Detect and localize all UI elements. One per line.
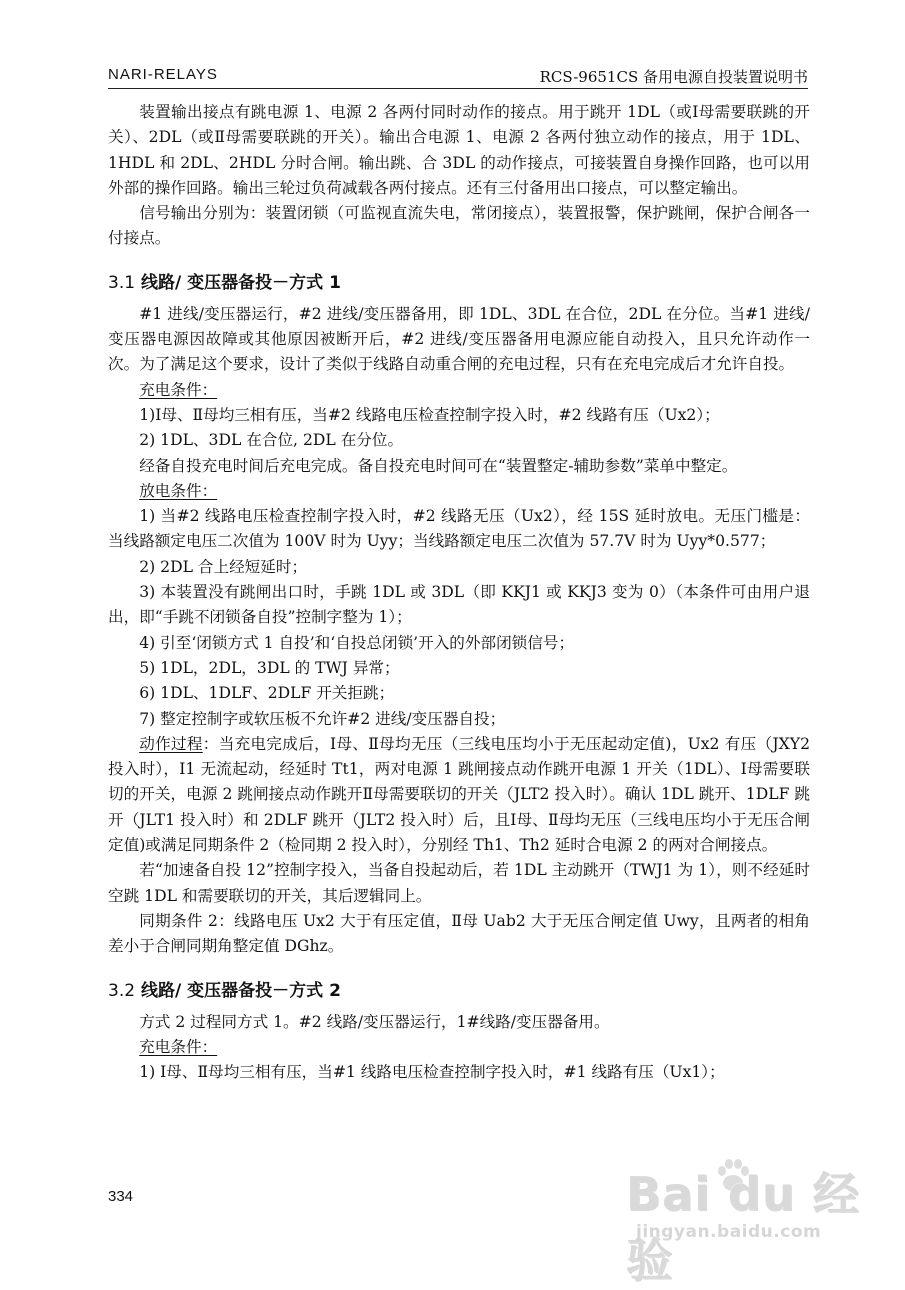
charge-note: 经备自投充电时间后充电完成。备自投充电时间可在“装置整定-辅助参数”菜单中整定。 [139, 456, 738, 475]
section-number: 3.1 [108, 272, 136, 293]
section2-charge-label: 充电条件： [139, 1037, 218, 1056]
charge-conditions-label: 充电条件： [139, 380, 218, 399]
section1-paragraph: #1 进线/变压器运行，#2 进线/变压器备用，即 1DL、3DL 在合位，2DL 在分位。当#1 进线/变压器电源因故障或其他原因被断开后，#2 进线/变压器备用电源应能自动投入，且只允许动作一次。为了满足这个要求，设计了类似于线路自动重合闸的充电过程，只有在充电完成后才允许自投。 [108, 304, 810, 374]
charge-item-1: 1)Ⅰ母、Ⅱ母均三相有压，当#2 线路电压检查控制字投入时，#2 线路有压（Ux2）； [139, 405, 720, 424]
action-process-text: ：当充电完成后，Ⅰ母、Ⅱ母均无压（三线电压均小于无压起动定值)，Ux2 有压（JXY2 投入时），I1 无流起动，经延时 Tt1，两对电源 1 跳闸接点动作跳开电源 1 开关（1DL）、Ⅰ母需要联切的开关，电源 2 跳闸接点动作跳开Ⅱ母需要联切的开关（JLT2 投入时）。确认 1DL 跳开、1DLF 跳开（JLT1 投入时）和 2DLF 跳开（JLT2 投入时）后，且Ⅰ母、Ⅱ母均无压（三线电压均小于无压合闸定值)或满足同期条件 2（检同期 2 投入时），分别经 Th1、Th2 延时合电源 2 的两对合闸接点。 [108, 734, 810, 855]
page-body [108, 100, 810, 1085]
discharge-item-5: 5) 1DL，2DL，3DL 的 TWJ 异常； [139, 658, 400, 677]
discharge-item-4: 4) 引至‘闭锁方式 1 自投’和‘自投总闭锁’开入的外部闭锁信号； [139, 633, 575, 652]
watermark-logo: Bai du 经验 [626, 1167, 860, 1287]
discharge-item-3: 3) 本装置没有跳闸出口时，手跳 1DL 或 3DL（即 KKJ1 或 KKJ3 变为 0）（本条件可由用户退出，即“手跳不闭锁备自投”控制字整为 1）； [108, 583, 810, 627]
discharge-item-7: 7) 整定控制字或软压板不允许#2 进线/变压器自投； [139, 709, 506, 728]
section-heading-3-2 [108, 978, 810, 1004]
discharge-item-6: 6) 1DL、1DLF、2DLF 开关拒跳； [139, 684, 395, 703]
discharge-conditions-label: 放电条件： [139, 481, 218, 500]
page-number: 334 [108, 1188, 134, 1205]
discharge-item-1: 1) 当#2 线路电压检查控制字投入时，#2 线路无压（Ux2），经 15S 延时放电。无压门槛是：当线路额定电压二次值为 100V 时为 Uyy；当线路额定电压二次值为 57.7V 时为 Uyy*0.577； [108, 507, 810, 551]
section-number: 3.2 [108, 980, 136, 1001]
action-process-label: 动作过程 [139, 734, 203, 753]
section-title: 线路/ 变压器备投－方式 1 [141, 272, 341, 293]
section2-paragraph: 方式 2 过程同方式 1。#2 线路/变压器运行，1#线路/变压器备用。 [139, 1012, 610, 1031]
accelerate-paragraph: 若“加速备自投 12”控制字投入，当备自投起动后，若 1DL 主动跳开（TWJ1 为 1），则不经延时空跳 1DL 和需要联切的开关，其后逻辑同上。 [108, 861, 810, 905]
section-title: 线路/ 变压器备投－方式 2 [141, 980, 341, 1001]
header-left: NARI-RELAYS [108, 66, 218, 83]
section2-charge-item-1: 1) Ⅰ母、Ⅱ母均三相有压，当#1 线路电压检查控制字投入时，#1 线路有压（Ux1）； [139, 1063, 725, 1082]
header-right: RCS-9651CS 备用电源自投装置说明书 [539, 68, 808, 86]
baidu-watermark [618, 1150, 868, 1287]
watermark-url: jingyan.baidu.com [636, 1222, 822, 1242]
header-rule [108, 88, 808, 89]
section-heading-3-1 [108, 270, 810, 296]
page-header [108, 64, 808, 92]
intro-paragraph-1: 装置输出接点有跳电源 1、电源 2 各两付同时动作的接点。用于跳开 1DL（或Ⅰ母需要联跳的开关）、2DL（或Ⅱ母需要联跳的开关）。输出合电源 1、电源 2 各两付独立动作的接点，用于 1DL、1HDL 和 2DL、2HDL 分时合闸。输出跳、合 3DL 的动作接点，可接装置自身操作回路，也可以用外部的操作回路。输出三轮过负荷减载各两付接点。还有三付备用出口接点，可以整定输出。 [108, 103, 810, 197]
action-process-paragraph [108, 732, 810, 858]
discharge-item-2: 2) 2DL 合上经短延时； [139, 557, 308, 576]
intro-paragraph-2: 信号输出分别为：装置闭锁（可监视直流失电，常闭接点），装置报警，保护跳闸，保护合闸各一付接点。 [108, 204, 810, 248]
sync-condition-paragraph: 同期条件 2：线路电压 Ux2 大于有压定值，Ⅱ母 Uab2 大于无压合闸定值 Uwy，且两者的相角差小于合闸同期角整定值 DGhz。 [108, 911, 810, 956]
charge-item-2: 2) 1DL、3DL 在合位, 2DL 在分位。 [139, 431, 404, 450]
